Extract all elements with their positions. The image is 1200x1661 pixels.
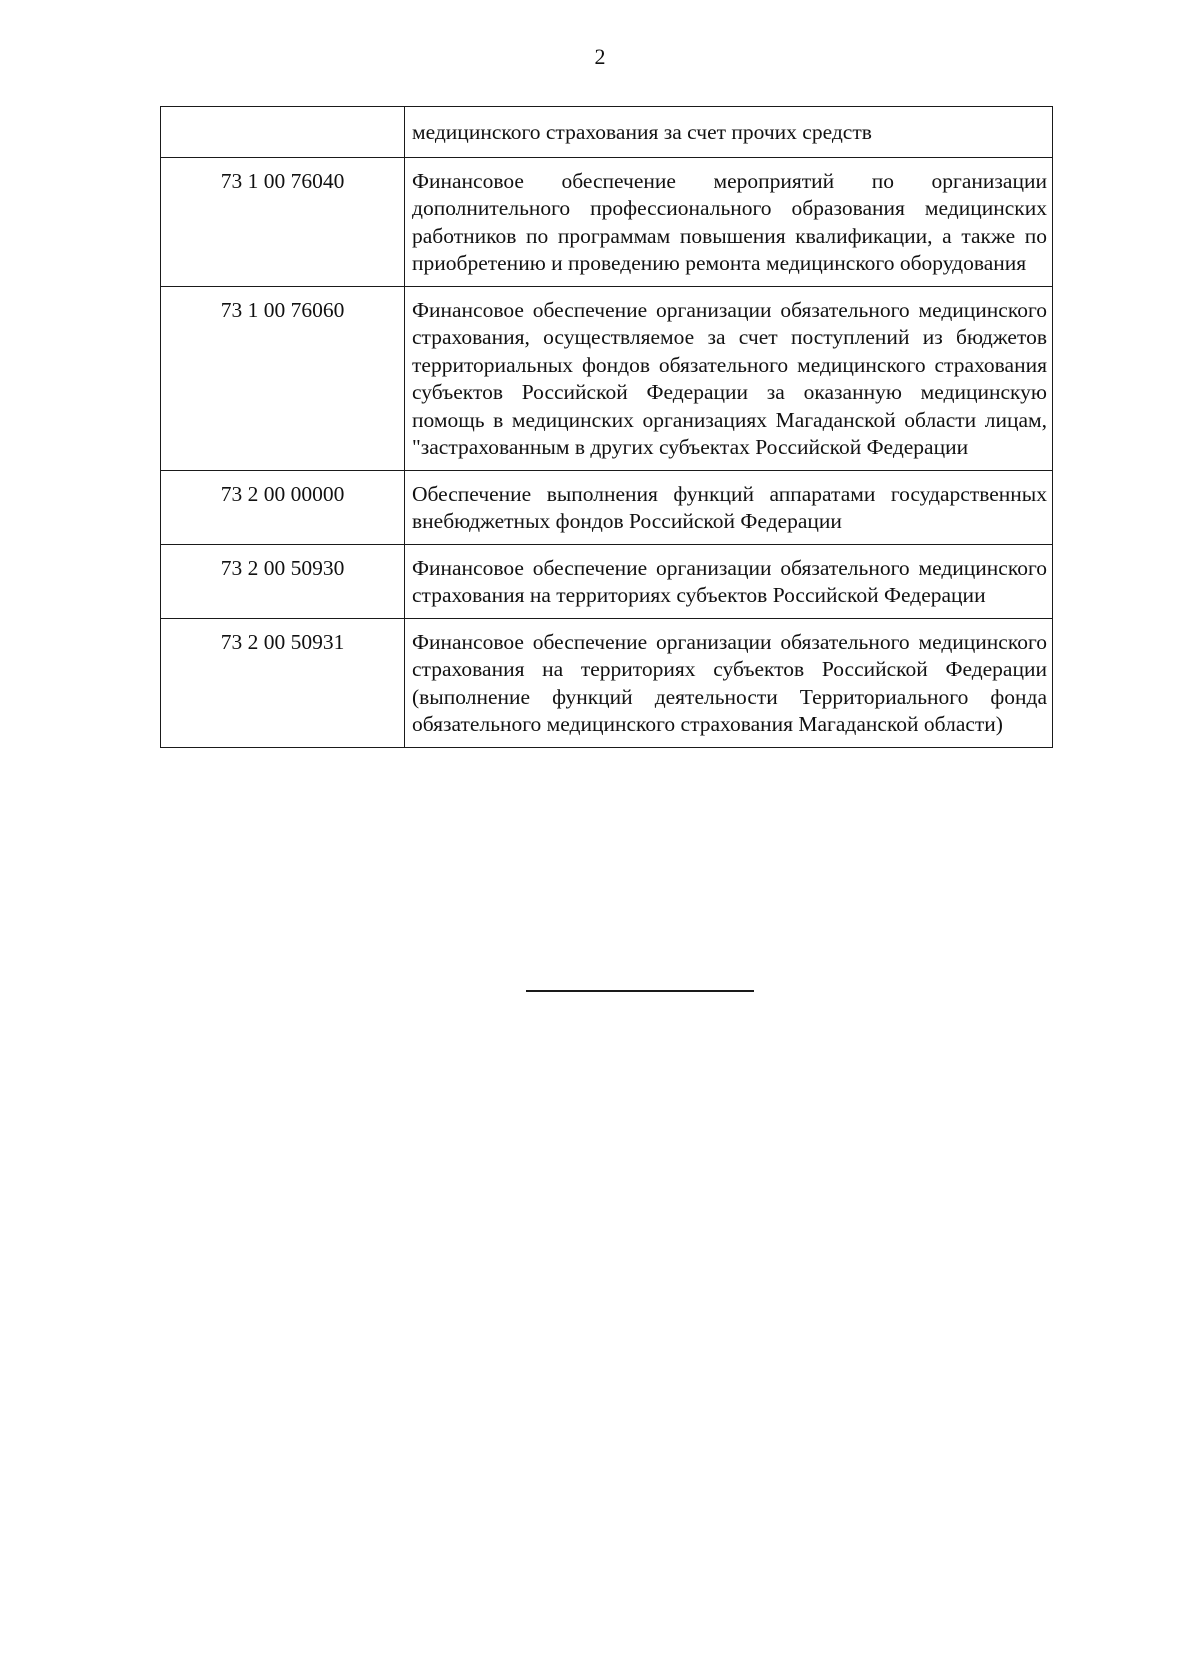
row-code: 73 2 00 50930 bbox=[161, 544, 405, 618]
table-row bbox=[161, 107, 1053, 158]
budget-classification-table bbox=[160, 106, 1053, 748]
table-row bbox=[161, 544, 1053, 618]
row-description: Обеспечение выполнения функций аппаратами государственных внебюджетных фондов Российской Федерации bbox=[405, 470, 1053, 544]
row-description: Финансовое обеспечение организации обязательного медицинского страхования, осуществляемое за счет поступлений из бюджетов территориальных фондов обязательного медицинского страхования субъектов Российской Федерации за оказанную медицинскую помощь в медицинских организациях Магаданской области лицам, "застрахованным в других субъектах Российской Федерации bbox=[405, 286, 1053, 470]
row-code: 73 1 00 76040 bbox=[161, 157, 405, 286]
row-code bbox=[161, 107, 405, 158]
row-description: Финансовое обеспечение мероприятий по организации дополнительного профессионального образования медицинских работников по программам повышения квалификации, а также по приобретению и проведению ремонта медицинского оборудования bbox=[405, 157, 1053, 286]
page-number: 2 bbox=[594, 44, 606, 69]
row-description: Финансовое обеспечение организации обязательного медицинского страхования на территориях субъектов Российской Федерации (выполнение функций деятельности Территориального фонда обязательного медицинского страхования Магаданской области) bbox=[405, 618, 1053, 747]
table-row bbox=[161, 157, 1053, 286]
row-code: 73 2 00 50931 bbox=[161, 618, 405, 747]
row-description: Финансовое обеспечение организации обязательного медицинского страхования на территориях субъектов Российской Федерации bbox=[405, 544, 1053, 618]
table-row bbox=[161, 470, 1053, 544]
row-code: 73 1 00 76060 bbox=[161, 286, 405, 470]
document-end-rule bbox=[526, 990, 754, 992]
row-description: медицинского страхования за счет прочих средств bbox=[405, 107, 1053, 158]
row-code: 73 2 00 00000 bbox=[161, 470, 405, 544]
table-row bbox=[161, 286, 1053, 470]
table-row bbox=[161, 618, 1053, 747]
